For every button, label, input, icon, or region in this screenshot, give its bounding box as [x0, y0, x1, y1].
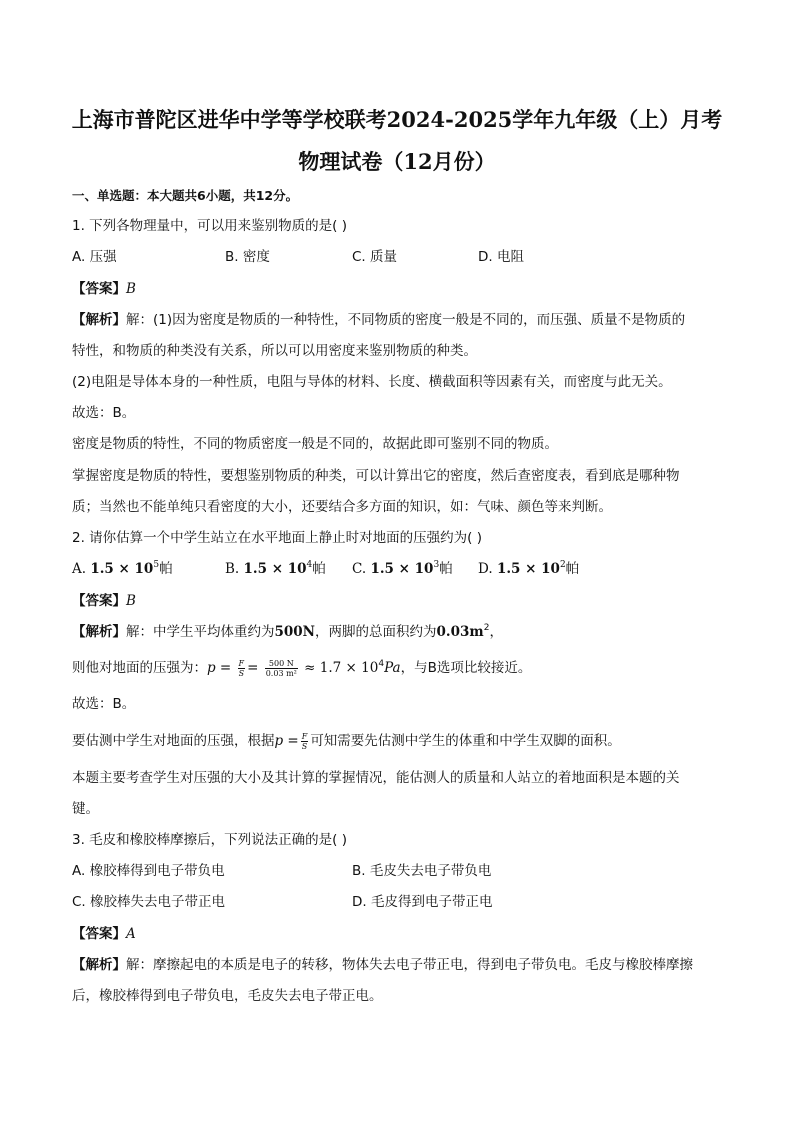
answer-tag: 【答案】 [72, 926, 126, 942]
frac-num: 500 N [265, 659, 298, 669]
q1-note-line3: 质；当然也不能单纯只看密度的大小，还要结合多方面的知识，如：气味、颜色等来判断。 [72, 499, 612, 515]
equals-sign: = [247, 660, 259, 676]
analysis-tag: 【解析】 [72, 624, 126, 640]
option-base: 1.5 × 10 [90, 561, 154, 577]
analysis-text: 解：摩擦起电的本质是电子的转移，物体失去电子带正电，得到电子带负电。毛皮与橡胶棒摩擦 [126, 957, 693, 973]
weight-value: 500N [274, 624, 316, 640]
answer-value: B [126, 281, 136, 297]
option-exp: 5 [153, 560, 160, 570]
analysis-text: ， [489, 624, 503, 640]
fraction-f-over-s [301, 732, 309, 751]
option-letter: C. [352, 561, 367, 577]
analysis-text: 解：中学生平均体重约为 [126, 624, 275, 640]
option-unit: 帕 [312, 561, 326, 577]
q1-option-b: B. 密度 [225, 249, 270, 265]
q2-choose: 故选：B。 [72, 696, 136, 712]
q1-option-c: C. 质量 [352, 249, 398, 265]
option-unit: 帕 [159, 561, 173, 577]
q2-option-d [478, 559, 579, 579]
fraction-f-over-s [238, 659, 246, 678]
q1-analysis-line3: (2)电阻是导体本身的一种性质，电阻与导体的材料、长度、横截面积等因素有关，而密度与此无关。 [72, 374, 672, 390]
option-unit: 帕 [565, 561, 580, 577]
frac-num: F [301, 731, 308, 741]
analysis-tag: 【解析】 [72, 957, 126, 973]
q1-analysis-line2: 特性，和物质的种类没有关系，所以可以用密度来鉴别物质的种类。 [72, 343, 477, 359]
q2-analysis-line1 [72, 622, 503, 642]
option-base: 1.5 × 10 [243, 561, 307, 577]
q3-option-c: C. 橡胶棒失去电子带正电 [72, 894, 226, 910]
calc-intro: 则他对地面的压强为： [72, 660, 207, 676]
q3-analysis-line2: 后，橡胶棒得到电子带负电，毛皮失去电子带正电。 [72, 988, 383, 1004]
frac-num: F [238, 658, 245, 668]
hint-text: 要估测中学生对地面的压强，根据 [72, 733, 275, 749]
answer-value: B [126, 593, 136, 609]
q3-answer [72, 924, 136, 944]
answer-tag: 【答案】 [72, 281, 126, 297]
frac-den: S [301, 741, 308, 751]
option-base: 1.5 × 10 [496, 561, 560, 577]
approx-exp: 4 [378, 659, 385, 669]
q2-summary-line2: 键。 [72, 801, 99, 817]
q3-option-a: A. 橡胶棒得到电子带负电 [72, 863, 225, 879]
q2-summary-line1: 本题主要考查学生对压强的大小及其计算的掌握情况，能估测人的质量和人站立的着地面积是本题的关 [72, 770, 680, 786]
q3-analysis-line1 [72, 955, 693, 975]
q2-stem: 2. 请你估算一个中学生站立在水平地面上静止时对地面的压强约为( ) [72, 530, 482, 546]
q2-answer [72, 591, 136, 611]
q2-option-a [72, 559, 173, 579]
option-unit: 帕 [439, 561, 453, 577]
compare-text: ，与B选项比较接近。 [400, 660, 532, 676]
q1-stem: 1. 下列各物理量中，可以用来鉴别物质的是( ) [72, 218, 347, 234]
answer-tag: 【答案】 [72, 593, 126, 609]
q2-option-b [225, 559, 326, 579]
formula-p: p = [207, 660, 232, 676]
q2-hint [72, 731, 621, 751]
option-letter: A. [72, 561, 87, 577]
q1-analysis-line1 [72, 310, 685, 330]
q1-option-d: D. 电阻 [478, 249, 524, 265]
q3-stem: 3. 毛皮和橡胶棒摩擦后，下列说法正确的是( ) [72, 832, 347, 848]
q1-option-a: A. 压强 [72, 249, 117, 265]
area-value: 0.03m [436, 624, 484, 640]
q3-option-b: B. 毛皮失去电子带负电 [352, 863, 492, 879]
q1-note-line1: 密度是物质的特性，不同的物质密度一般是不同的，故据此即可鉴别不同的物质。 [72, 436, 558, 452]
analysis-text: 解：(1)因为密度是物质的一种特性，不同物质的密度一般是不同的，而压强、质量不是物质的 [126, 312, 686, 328]
hint-text: 可知需要先估测中学生的体重和中学生双脚的面积。 [310, 733, 621, 749]
analysis-text: ，两脚的总面积约为 [315, 624, 437, 640]
q1-choose: 故选：B。 [72, 405, 136, 421]
q2-pressure-calc [72, 658, 531, 678]
document-title-line2: 物理试卷（12月份） [298, 149, 496, 174]
option-letter: B. [225, 561, 240, 577]
formula-p: p = [274, 733, 299, 749]
q3-option-d: D. 毛皮得到电子带正电 [352, 894, 493, 910]
frac-den: 0.03 m² [265, 668, 297, 678]
section-heading: 一、单选题：本大题共6小题，共12分。 [72, 188, 299, 203]
option-exp: 3 [433, 560, 440, 570]
frac-den: S [238, 668, 245, 678]
area-exp: 2 [483, 623, 490, 633]
option-exp: 4 [306, 560, 313, 570]
document-title-line1: 上海市普陀区进华中学等学校联考2024-2025学年九年级（上）月考 [71, 107, 723, 132]
q2-option-c [352, 559, 453, 579]
option-base: 1.5 × 10 [370, 561, 434, 577]
q1-answer [72, 279, 136, 299]
approx-value: ≈ 1.7 × 10 [304, 660, 379, 676]
option-letter: D. [478, 561, 493, 577]
analysis-tag: 【解析】 [72, 312, 126, 328]
fraction-values [265, 659, 298, 678]
option-exp: 2 [559, 560, 566, 570]
q1-note-line2: 掌握密度是物质的特性，要想鉴别物质的种类，可以计算出它的密度，然后查密度表，看到底是哪种物 [72, 468, 680, 484]
approx-unit: Pa [384, 660, 401, 676]
answer-value: A [126, 926, 136, 942]
